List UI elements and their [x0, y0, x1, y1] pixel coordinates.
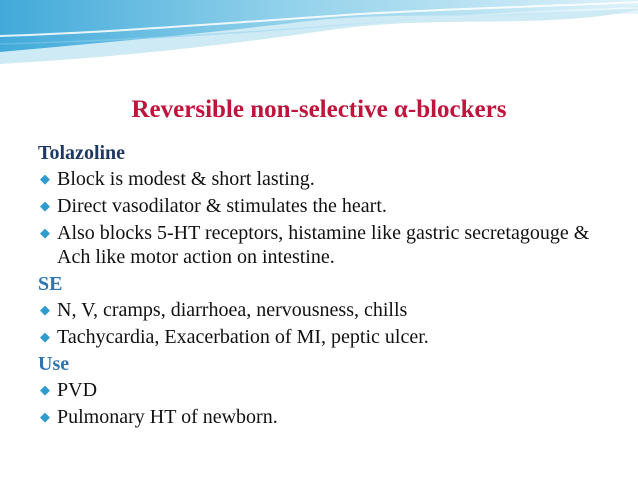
bullet-diamond-icon: ◆ [40, 302, 50, 317]
bullet-item [38, 194, 618, 218]
bullet-text: Tachycardia, Exacerbation of MI, peptic ulcer. [57, 326, 429, 348]
bullet-text: Also blocks 5-HT receptors, histamine like gastric secretagouge & Ach like motor action on intestine. [57, 222, 590, 268]
bullet-item [38, 405, 618, 429]
bullet-item [38, 378, 618, 402]
header-wave-decoration [0, 0, 638, 80]
bullet-text: Pulmonary HT of newborn. [57, 406, 278, 428]
bullet-diamond-icon: ◆ [40, 171, 50, 186]
bullet-text: PVD [57, 379, 98, 401]
bullet-diamond-icon: ◆ [40, 382, 50, 397]
bullet-text: Block is modest & short lasting. [57, 168, 315, 190]
section-use [38, 352, 618, 429]
bullet-text: N, V, cramps, diarrhoea, nervousness, chills [57, 299, 408, 321]
bullet-diamond-icon: ◆ [40, 409, 50, 424]
bullet-item [38, 325, 618, 349]
bullet-text: Direct vasodilator & stimulates the heart. [57, 195, 387, 217]
bullet-item [38, 221, 618, 269]
section-heading: Use [38, 353, 70, 375]
section-heading: Tolazoline [38, 142, 126, 164]
bullet-list [38, 298, 618, 349]
section-heading: SE [38, 273, 63, 295]
bullet-diamond-icon: ◆ [40, 329, 50, 344]
section-tolazoline [38, 141, 618, 269]
bullet-diamond-icon: ◆ [40, 198, 50, 213]
bullet-item [38, 298, 618, 322]
slide-content [38, 141, 618, 432]
slide-title: Reversible non-selective α-blockers [131, 96, 507, 123]
bullet-list [38, 167, 618, 269]
bullet-item [38, 167, 618, 191]
bullet-list [38, 378, 618, 429]
section-side-effects [38, 272, 618, 349]
bullet-diamond-icon: ◆ [40, 225, 50, 240]
